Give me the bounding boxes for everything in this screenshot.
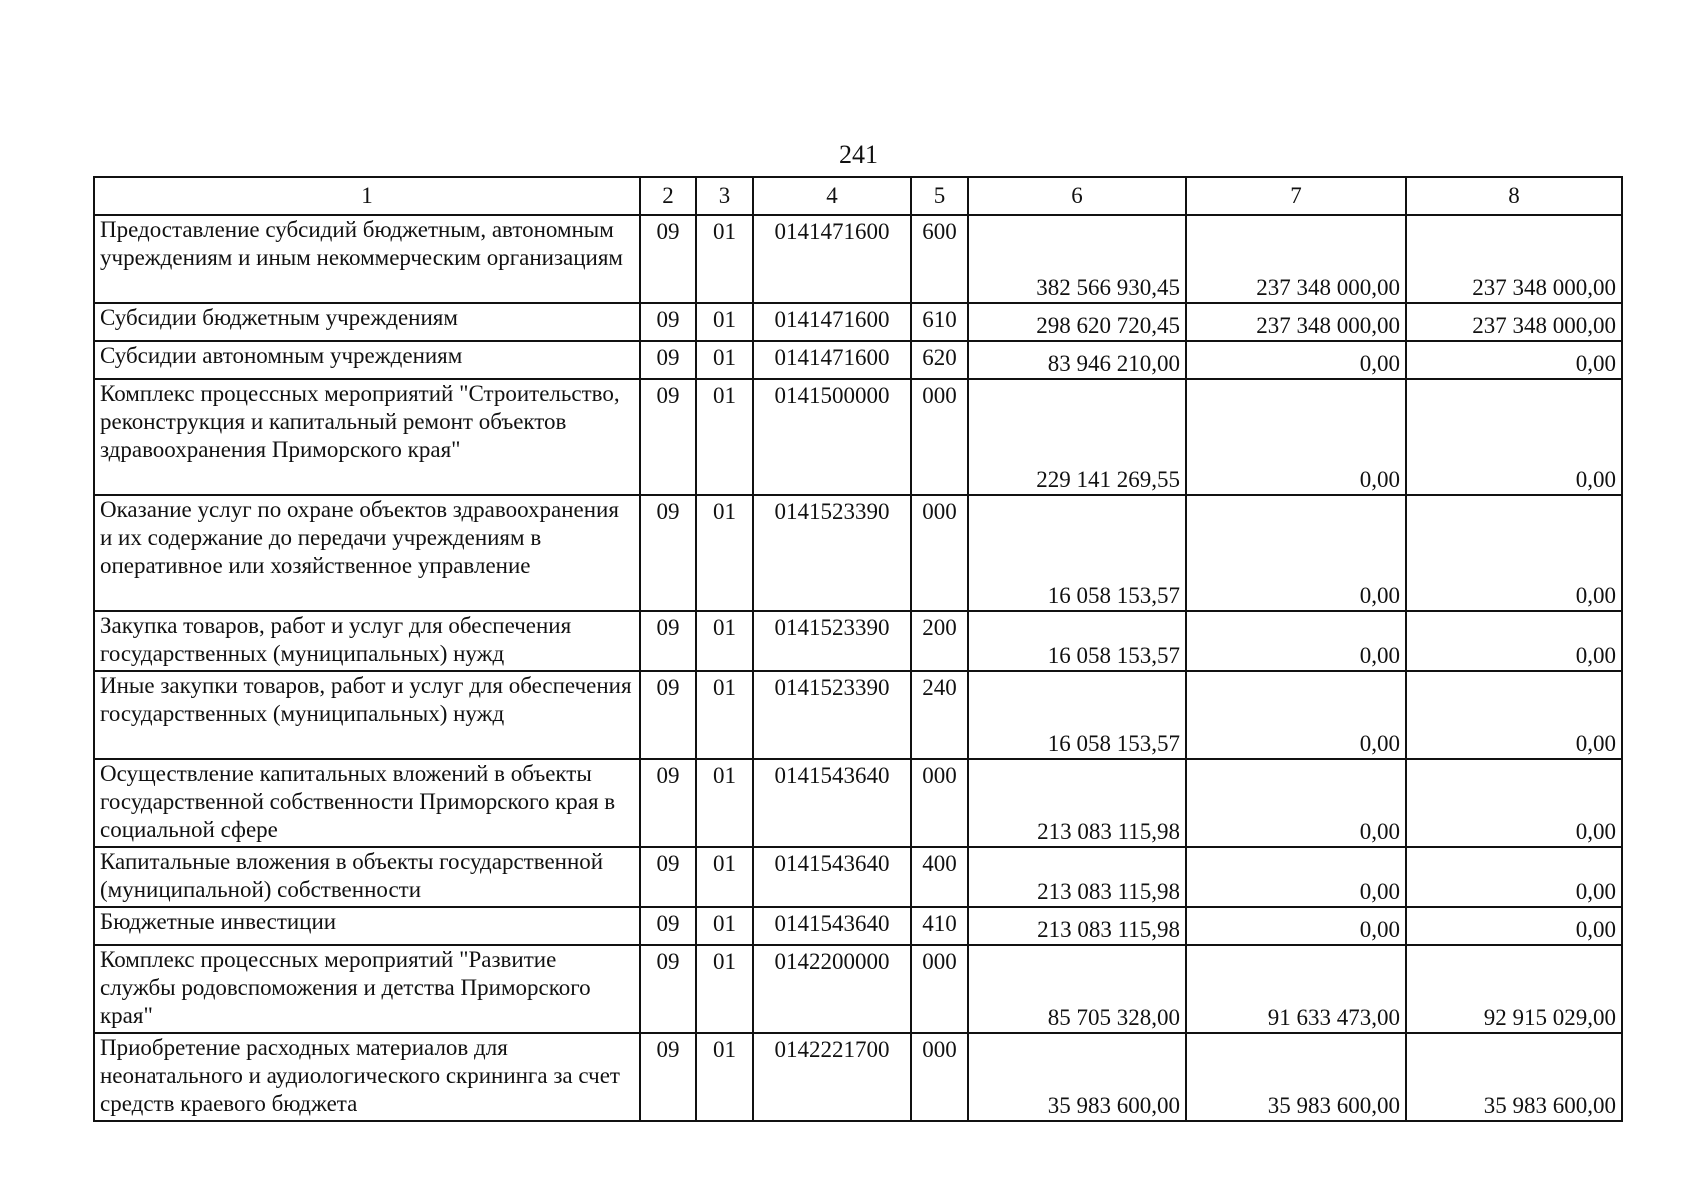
row-amount-6: 229 141 269,55 — [968, 379, 1186, 495]
table-row — [94, 945, 1622, 1033]
header-cell-2: 2 — [640, 177, 696, 215]
header-row — [94, 177, 1622, 215]
header-cell-8: 8 — [1406, 177, 1622, 215]
row-subsection: 01 — [696, 945, 753, 1033]
row-expense-type: 000 — [911, 759, 968, 847]
row-expense-type: 610 — [911, 303, 968, 341]
row-expense-type: 200 — [911, 611, 968, 671]
table-row — [94, 907, 1622, 945]
row-amount-8: 92 915 029,00 — [1406, 945, 1622, 1033]
row-amount-7: 0,00 — [1186, 379, 1406, 495]
row-amount-6: 16 058 153,57 — [968, 495, 1186, 611]
row-subsection: 01 — [696, 671, 753, 759]
row-section: 09 — [640, 847, 696, 907]
row-amount-6: 83 946 210,00 — [968, 341, 1186, 379]
row-name: Комплекс процессных мероприятий "Строительство, реконструкция и капитальный ремонт объектов здравоохранения Приморского края" — [94, 379, 640, 495]
row-amount-7: 0,00 — [1186, 341, 1406, 379]
row-amount-6: 85 705 328,00 — [968, 945, 1186, 1033]
row-target-code: 0141500000 — [753, 379, 911, 495]
table-row — [94, 215, 1622, 303]
row-amount-6: 213 083 115,98 — [968, 907, 1186, 945]
table-row — [94, 611, 1622, 671]
row-section: 09 — [640, 759, 696, 847]
row-amount-6: 35 983 600,00 — [968, 1033, 1186, 1121]
row-subsection: 01 — [696, 341, 753, 379]
row-amount-8: 0,00 — [1406, 495, 1622, 611]
row-expense-type: 620 — [911, 341, 968, 379]
row-amount-6: 298 620 720,45 — [968, 303, 1186, 341]
table-row — [94, 1033, 1622, 1121]
row-subsection: 01 — [696, 379, 753, 495]
row-section: 09 — [640, 215, 696, 303]
row-target-code: 0141471600 — [753, 215, 911, 303]
row-subsection: 01 — [696, 847, 753, 907]
row-section: 09 — [640, 907, 696, 945]
row-amount-7: 35 983 600,00 — [1186, 1033, 1406, 1121]
row-amount-8: 237 348 000,00 — [1406, 215, 1622, 303]
row-amount-8: 0,00 — [1406, 759, 1622, 847]
row-amount-6: 213 083 115,98 — [968, 759, 1186, 847]
row-amount-7: 0,00 — [1186, 611, 1406, 671]
row-subsection: 01 — [696, 215, 753, 303]
row-expense-type: 000 — [911, 1033, 968, 1121]
row-amount-6: 16 058 153,57 — [968, 671, 1186, 759]
row-name: Предоставление субсидий бюджетным, автономным учреждениям и иным некоммерческим организациям — [94, 215, 640, 303]
row-expense-type: 000 — [911, 495, 968, 611]
row-amount-7: 0,00 — [1186, 495, 1406, 611]
row-amount-7: 91 633 473,00 — [1186, 945, 1406, 1033]
row-amount-7: 0,00 — [1186, 907, 1406, 945]
row-name: Субсидии автономным учреждениям — [94, 341, 640, 379]
row-section: 09 — [640, 341, 696, 379]
row-expense-type: 000 — [911, 379, 968, 495]
row-target-code: 0142200000 — [753, 945, 911, 1033]
row-subsection: 01 — [696, 1033, 753, 1121]
row-section: 09 — [640, 611, 696, 671]
row-name: Субсидии бюджетным учреждениям — [94, 303, 640, 341]
row-amount-7: 0,00 — [1186, 847, 1406, 907]
row-amount-7: 0,00 — [1186, 759, 1406, 847]
row-section: 09 — [640, 303, 696, 341]
row-expense-type: 000 — [911, 945, 968, 1033]
row-amount-6: 382 566 930,45 — [968, 215, 1186, 303]
row-target-code: 0141471600 — [753, 303, 911, 341]
page-number: 241 — [839, 140, 878, 169]
row-amount-8: 0,00 — [1406, 907, 1622, 945]
row-subsection: 01 — [696, 759, 753, 847]
row-amount-6: 213 083 115,98 — [968, 847, 1186, 907]
row-amount-8: 237 348 000,00 — [1406, 303, 1622, 341]
header-cell-4: 4 — [753, 177, 911, 215]
row-section: 09 — [640, 1033, 696, 1121]
row-amount-8: 35 983 600,00 — [1406, 1033, 1622, 1121]
row-target-code: 0141471600 — [753, 341, 911, 379]
table-row — [94, 341, 1622, 379]
row-amount-7: 237 348 000,00 — [1186, 215, 1406, 303]
row-subsection: 01 — [696, 303, 753, 341]
row-target-code: 0141523390 — [753, 671, 911, 759]
row-name: Бюджетные инвестиции — [94, 907, 640, 945]
row-name: Капитальные вложения в объекты государственной (муниципальной) собственности — [94, 847, 640, 907]
header-cell-5: 5 — [911, 177, 968, 215]
table-row — [94, 303, 1622, 341]
row-section: 09 — [640, 945, 696, 1033]
row-name: Приобретение расходных материалов для неонатального и аудиологического скрининга за счет средств краевого бюджета — [94, 1033, 640, 1121]
row-target-code: 0141543640 — [753, 759, 911, 847]
row-target-code: 0141543640 — [753, 847, 911, 907]
row-name: Закупка товаров, работ и услуг для обеспечения государственных (муниципальных) нужд — [94, 611, 640, 671]
header-cell-6: 6 — [968, 177, 1186, 215]
row-amount-8: 0,00 — [1406, 611, 1622, 671]
row-subsection: 01 — [696, 611, 753, 671]
row-expense-type: 240 — [911, 671, 968, 759]
table-row — [94, 671, 1622, 759]
row-amount-6: 16 058 153,57 — [968, 611, 1186, 671]
header-cell-7: 7 — [1186, 177, 1406, 215]
row-target-code: 0141523390 — [753, 495, 911, 611]
table-row — [94, 759, 1622, 847]
header-cell-1: 1 — [94, 177, 640, 215]
row-subsection: 01 — [696, 907, 753, 945]
budget-table — [93, 176, 1623, 1122]
header-cell-3: 3 — [696, 177, 753, 215]
row-section: 09 — [640, 495, 696, 611]
row-section: 09 — [640, 379, 696, 495]
row-name: Осуществление капитальных вложений в объекты государственной собственности Приморского края в социальной сфере — [94, 759, 640, 847]
row-subsection: 01 — [696, 495, 753, 611]
row-target-code: 0142221700 — [753, 1033, 911, 1121]
row-amount-7: 0,00 — [1186, 671, 1406, 759]
row-amount-7: 237 348 000,00 — [1186, 303, 1406, 341]
row-name: Иные закупки товаров, работ и услуг для обеспечения государственных (муниципальных) нужд — [94, 671, 640, 759]
table-row — [94, 495, 1622, 611]
row-expense-type: 400 — [911, 847, 968, 907]
table-row — [94, 847, 1622, 907]
row-target-code: 0141523390 — [753, 611, 911, 671]
row-expense-type: 600 — [911, 215, 968, 303]
row-expense-type: 410 — [911, 907, 968, 945]
row-name: Комплекс процессных мероприятий "Развитие службы родовспоможения и детства Приморского края" — [94, 945, 640, 1033]
row-target-code: 0141543640 — [753, 907, 911, 945]
row-section: 09 — [640, 671, 696, 759]
row-amount-8: 0,00 — [1406, 847, 1622, 907]
row-amount-8: 0,00 — [1406, 341, 1622, 379]
row-amount-8: 0,00 — [1406, 671, 1622, 759]
table-row — [94, 379, 1622, 495]
row-amount-8: 0,00 — [1406, 379, 1622, 495]
row-name: Оказание услуг по охране объектов здравоохранения и их содержание до передачи учреждениям в оперативное или хозяйственное управление — [94, 495, 640, 611]
